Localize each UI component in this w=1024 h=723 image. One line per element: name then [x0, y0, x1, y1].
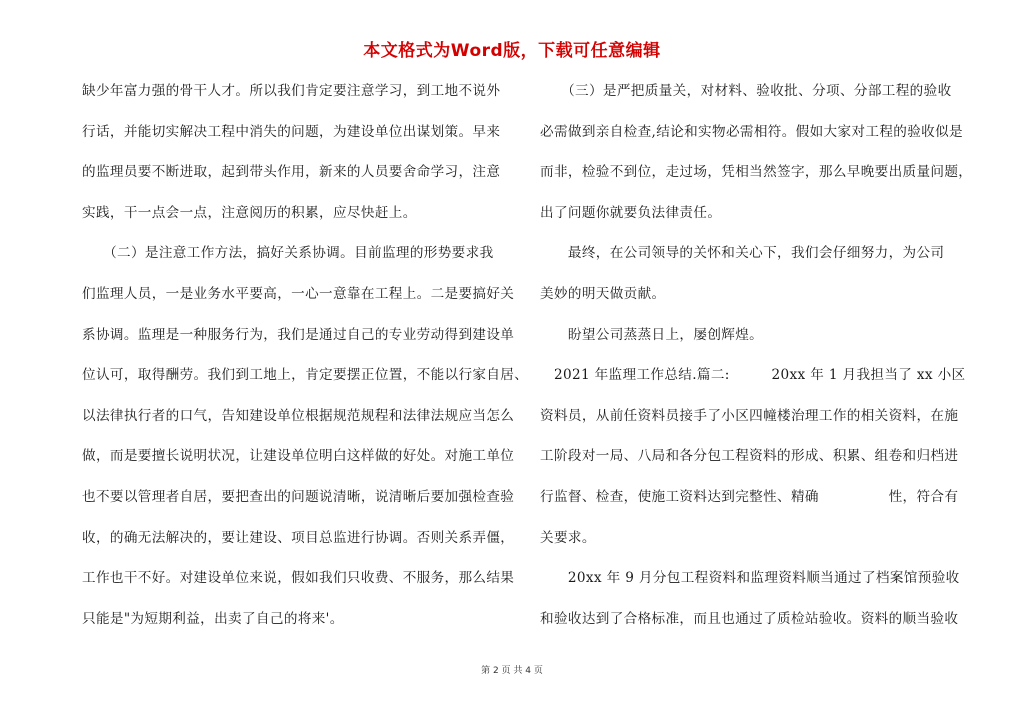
right-column-line: 行监督、检查，使施工资料达到完整性、精确 性，符合有 — [540, 488, 959, 505]
left-column-line: 实践，干一点会一点，注意阅历的积累，应尽快赶上。 — [82, 204, 417, 221]
left-column-line: 工作也干不好。对建设单位来说，假如我们只收费、不服务，那么结果 — [82, 570, 515, 587]
left-column-line: 也不要以管理者自居，要把查出的问题说清晰，说清晰后要加强检查验 — [82, 488, 515, 505]
right-column-line: 工阶段对一局、八局和各分包工程资料的形成、积累、组卷和归档进 — [540, 448, 959, 465]
left-column-line: （二）是注意工作方法，搞好关系协调。目前监理的形势要求我 — [82, 245, 494, 262]
right-column — [540, 78, 973, 646]
page-number-footer: 第 2 页 共 4 页 — [481, 666, 543, 676]
left-column-line: 位认可，取得酬劳。我们到工地上，肯定要摆正位置，不能以行家自居、 — [82, 367, 529, 384]
left-column-line: 系协调。监理是一种服务行为，我们是通过自己的专业劳动得到建设单 — [82, 326, 515, 343]
right-column-line: 出了问题你就要负法律责任。 — [540, 204, 722, 221]
left-column-line: 收，的确无法解决的，要让建设、项目总监进行协调。否则关系弄僵， — [82, 529, 515, 546]
right-column-line: 和验收达到了合格标准，而且也通过了质检站验收。资料的顺当验收 — [540, 610, 959, 627]
right-column-line: 2021 年监理工作总结.篇二: 20xx 年 1 月我担当了 xx 小区 — [540, 367, 966, 384]
left-column-line: 行话，并能切实解决工程中消失的问题，为建设单位出谋划策。早来 — [82, 123, 501, 140]
right-column-line: 资料员，从前任资料员接手了小区四幢楼治理工作的相关资料，在施 — [540, 407, 959, 424]
format-banner: 本文格式为Word版，下载可任意编辑 — [363, 41, 661, 61]
right-column-line: 而非，检验不到位，走过场，凭相当然签字，那么早晚要出质量问题， — [540, 164, 973, 181]
right-column-line: 必需做到亲自检查,结论和实物必需相符。假如大家对工程的验收似是 — [540, 123, 963, 140]
right-column-line: 美妙的明天做贡献。 — [540, 285, 666, 302]
right-column-line: 最终，在公司领导的关怀和关心下，我们会仔细努力，为公司 — [540, 245, 945, 262]
left-column-line: 们监理人员，一是业务水平要高，一心一意靠在工程上。二是要搞好关 — [82, 285, 515, 302]
right-column-line: （三）是严把质量关，对材料、验收批、分项、分部工程的验收 — [540, 83, 952, 99]
right-column-line: 盼望公司蒸蒸日上，屡创辉煌。 — [540, 326, 764, 343]
left-column-line: 缺少年富力强的骨干人才。所以我们肯定要注意学习，到工地不说外 — [82, 83, 501, 99]
left-column-line: 的监理员要不断进取，起到带头作用，新来的人员要舍命学习，注意 — [82, 164, 501, 181]
left-column-line: 做，而是要擅长说明状况，让建设单位明白这样做的好处。对施工单位 — [82, 448, 515, 465]
left-column — [82, 78, 529, 646]
left-column-line: 以法律执行者的口气，告知建设单位根据规范规程和法律法规应当怎么 — [82, 407, 515, 424]
right-column-line: 关要求。 — [540, 529, 596, 546]
right-column-line: 20xx 年 9 月分包工程资料和监理资料顺当通过了档案馆预验收 — [540, 570, 960, 587]
left-column-line: 只能是"为短期利益，出卖了自己的将来'。 — [82, 610, 344, 627]
